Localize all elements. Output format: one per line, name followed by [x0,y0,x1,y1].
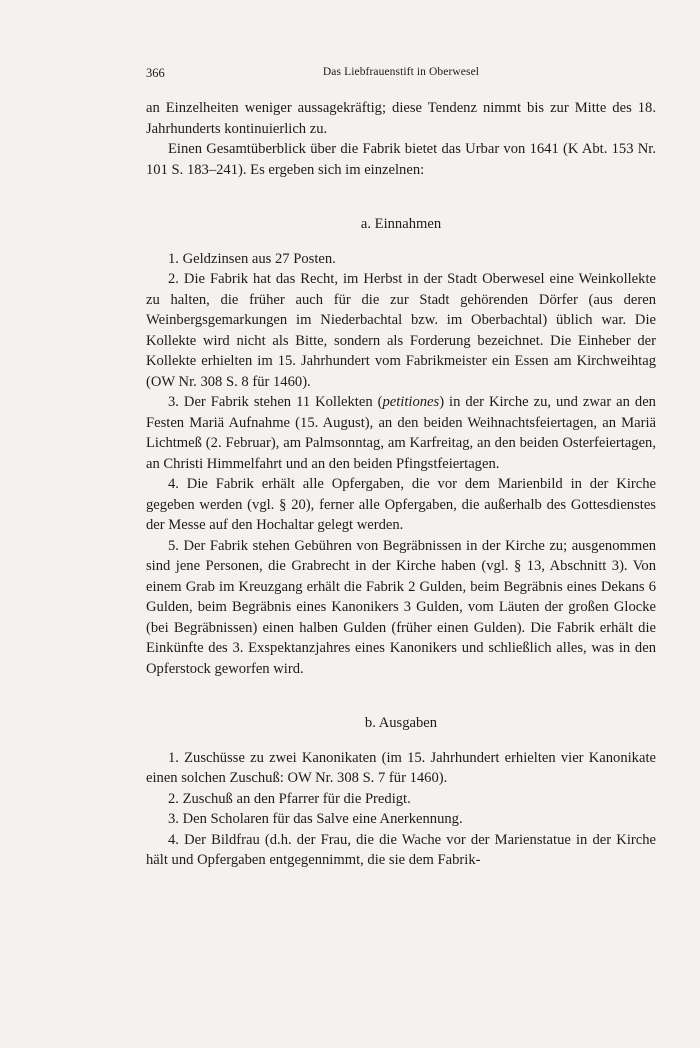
paragraph: an Einzelheiten weniger aussagekräftig; diese Tendenz nimmt bis zur Mitte des 18. Jahrhunderts kontinuierlich zu. [146,100,656,137]
list-item: 1. Zuschüsse zu zwei Kanonikaten (im 15. Jahrhundert erhielten vier Kanonikate einen solchen Zuschuß: OW Nr. 308 S. 7 für 1460). [146,749,656,786]
list-item: 3. Den Scholaren für das Salve eine Anerkennung. [168,811,463,827]
section-heading-ausgaben: b. Ausgaben [364,715,438,731]
list-item: 5. Der Fabrik stehen Gebühren von Begräbnissen in der Kirche zu; ausgenommen sind jene Personen, die Grabrecht in der Kirche haben (vgl. § 13, Abschnitt 3). Von einem Grab im Kreuzgang erhält die Fabrik 2 Gulden, beim Begräbnis eines Dekans 6 Gulden, beim Begräbnis eines Kanonikers 3 Gulden, vom Läuten der großen Glocke (bei Begräbnissen) einen halben Gulden (früher einen Gulden). Die Fabrik erhält die Einkünfte des 3. Exspektanzjahres eines Kanonikers und schließlich alles, was in den Opferstock geworfen wird. [146,537,656,677]
page-header [146,66,656,86]
page-number: 366 [146,66,165,80]
paragraph: Einen Gesamtüberblick über die Fabrik bietet das Urbar von 1641 (K Abt. 153 Nr. 101 S. 183–241). Es ergeben sich im einzelnen: [146,141,656,178]
list-item: 3. Der Fabrik stehen 11 Kollekten (petitiones) in der Kirche zu, und zwar an den Festen Mariä Aufnahme (15. August), an den beiden Weihnachtsfeiertagen, an Mariä Lichtmeß (2. Februar), am Palmsonntag, am Karfreitag, an den beiden Osterfeiertagen, an Christi Himmelfahrt und an den beiden Pfingstfeiertagen. [146,394,656,472]
list-item: 2. Zuschuß an den Pfarrer für die Predigt. [168,790,411,807]
running-title: Das Liebfrauenstift in Oberwesel [322,66,480,78]
list-item: 4. Die Fabrik erhält alle Opfergaben, die vor dem Marienbild in der Kirche gegeben werden (vgl. § 20), ferner alle Opfergaben, die außerhalb des Gottesdienstes der Messe auf den Hochaltar gelegt werden. [146,476,656,533]
page-body [146,98,656,871]
list-item: 4. Der Bildfrau (d.h. der Frau, die die Wache vor der Marienstatue in der Kirche hält und Opfergaben entgegennimmt, die sie dem Fabrik- [146,831,656,868]
list-item: 1. Geldzinsen aus 27 Posten. [168,250,336,267]
section-heading-einnahmen: a. Einnahmen [360,216,442,232]
list-item: 2. Die Fabrik hat das Recht, im Herbst in der Stadt Oberwesel eine Weinkollekte zu halten, die früher auch für die zur Stadt gehörenden Dörfer (aus deren Weinbergsgemarkungen im Niederbachtal bzw. im Oberbachtal) üblich war. Die Kollekte wird nicht als Bitte, sondern als Forderung bezeichnet. Die Einheber der Kollekte erhielten im 15. Jahrhundert vom Fabrikmeister ein Essen am Kirchweihtag (OW Nr. 308 S. 8 für 1460). [146,271,656,390]
